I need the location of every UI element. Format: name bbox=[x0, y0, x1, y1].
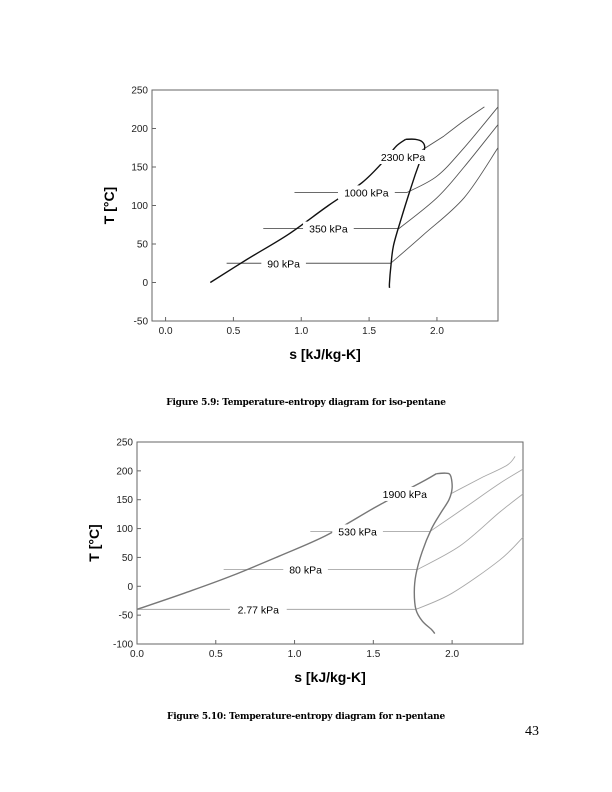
page-number: 43 bbox=[525, 724, 539, 739]
y-tick-label: -50 bbox=[118, 610, 133, 622]
y-tick-label: 0 bbox=[127, 581, 133, 593]
pressure-label: 80 kPa bbox=[289, 564, 322, 577]
pressure-label: 2.77 kPa bbox=[237, 604, 280, 617]
y-tick-label: 100 bbox=[131, 201, 148, 212]
y-axis-label: T [°C] bbox=[101, 186, 117, 225]
isobar-line-1 bbox=[422, 107, 484, 150]
y-tick-label: 200 bbox=[131, 124, 148, 135]
pressure-label: 1000 kPa bbox=[344, 187, 389, 200]
x-tick-label: 2.0 bbox=[429, 326, 444, 337]
chart-iso-pentane bbox=[0, 80, 612, 370]
plot-frame bbox=[137, 442, 523, 644]
y-tick-label: 0 bbox=[142, 278, 148, 289]
y-tick-label: -100 bbox=[112, 639, 133, 651]
y-axis-label: T [°C] bbox=[86, 524, 102, 562]
isobar-line-2 bbox=[294, 107, 498, 193]
chart-svg bbox=[0, 432, 612, 707]
chart-n-pentane bbox=[0, 432, 612, 707]
y-tick-label: -50 bbox=[133, 316, 148, 328]
isobar-line-3 bbox=[263, 125, 498, 229]
x-tick-label: 1.5 bbox=[366, 649, 381, 660]
x-axis-label: s [kJ/kg-K] bbox=[294, 669, 366, 685]
x-tick-label: 0.5 bbox=[226, 326, 241, 337]
y-tick-label: 50 bbox=[121, 552, 133, 564]
pressure-label: 90 kPa bbox=[267, 258, 300, 271]
pressure-label: 2300 kPa bbox=[380, 151, 426, 164]
y-tick-label: 50 bbox=[136, 239, 148, 251]
plot-frame bbox=[152, 90, 498, 321]
x-axis-label: s [kJ/kg-K] bbox=[289, 346, 361, 362]
figure-caption-5-10: Figure 5.10: Temperature-entropy diagram for n-pentane bbox=[167, 712, 445, 722]
x-tick-label: 1.0 bbox=[287, 649, 302, 660]
x-tick-label: 1.5 bbox=[362, 326, 377, 337]
y-tick-label: 100 bbox=[116, 524, 133, 536]
x-tick-label: 1.0 bbox=[294, 326, 309, 337]
y-tick-label: 150 bbox=[131, 162, 148, 174]
x-tick-label: 2.0 bbox=[445, 649, 460, 660]
y-tick-label: 250 bbox=[131, 85, 148, 97]
pressure-label: 530 kPa bbox=[338, 526, 377, 539]
figure-caption-5-9: Figure 5.9: Temperature-entropy diagram for iso-pentane bbox=[166, 398, 446, 408]
isobar-line-4 bbox=[227, 148, 498, 263]
chart-svg bbox=[0, 80, 612, 370]
pressure-label: 350 kPa bbox=[309, 223, 348, 236]
x-tick-label: 0.0 bbox=[130, 649, 144, 660]
isobar-line-4 bbox=[137, 537, 523, 609]
y-tick-label: 200 bbox=[116, 466, 133, 478]
x-tick-label: 0.0 bbox=[158, 326, 173, 337]
pressure-label: 1900 kPa bbox=[382, 488, 428, 501]
isobar-line-1 bbox=[451, 456, 516, 494]
y-tick-label: 150 bbox=[116, 495, 133, 507]
y-tick-label: 250 bbox=[116, 437, 133, 449]
x-tick-label: 0.5 bbox=[208, 649, 223, 660]
